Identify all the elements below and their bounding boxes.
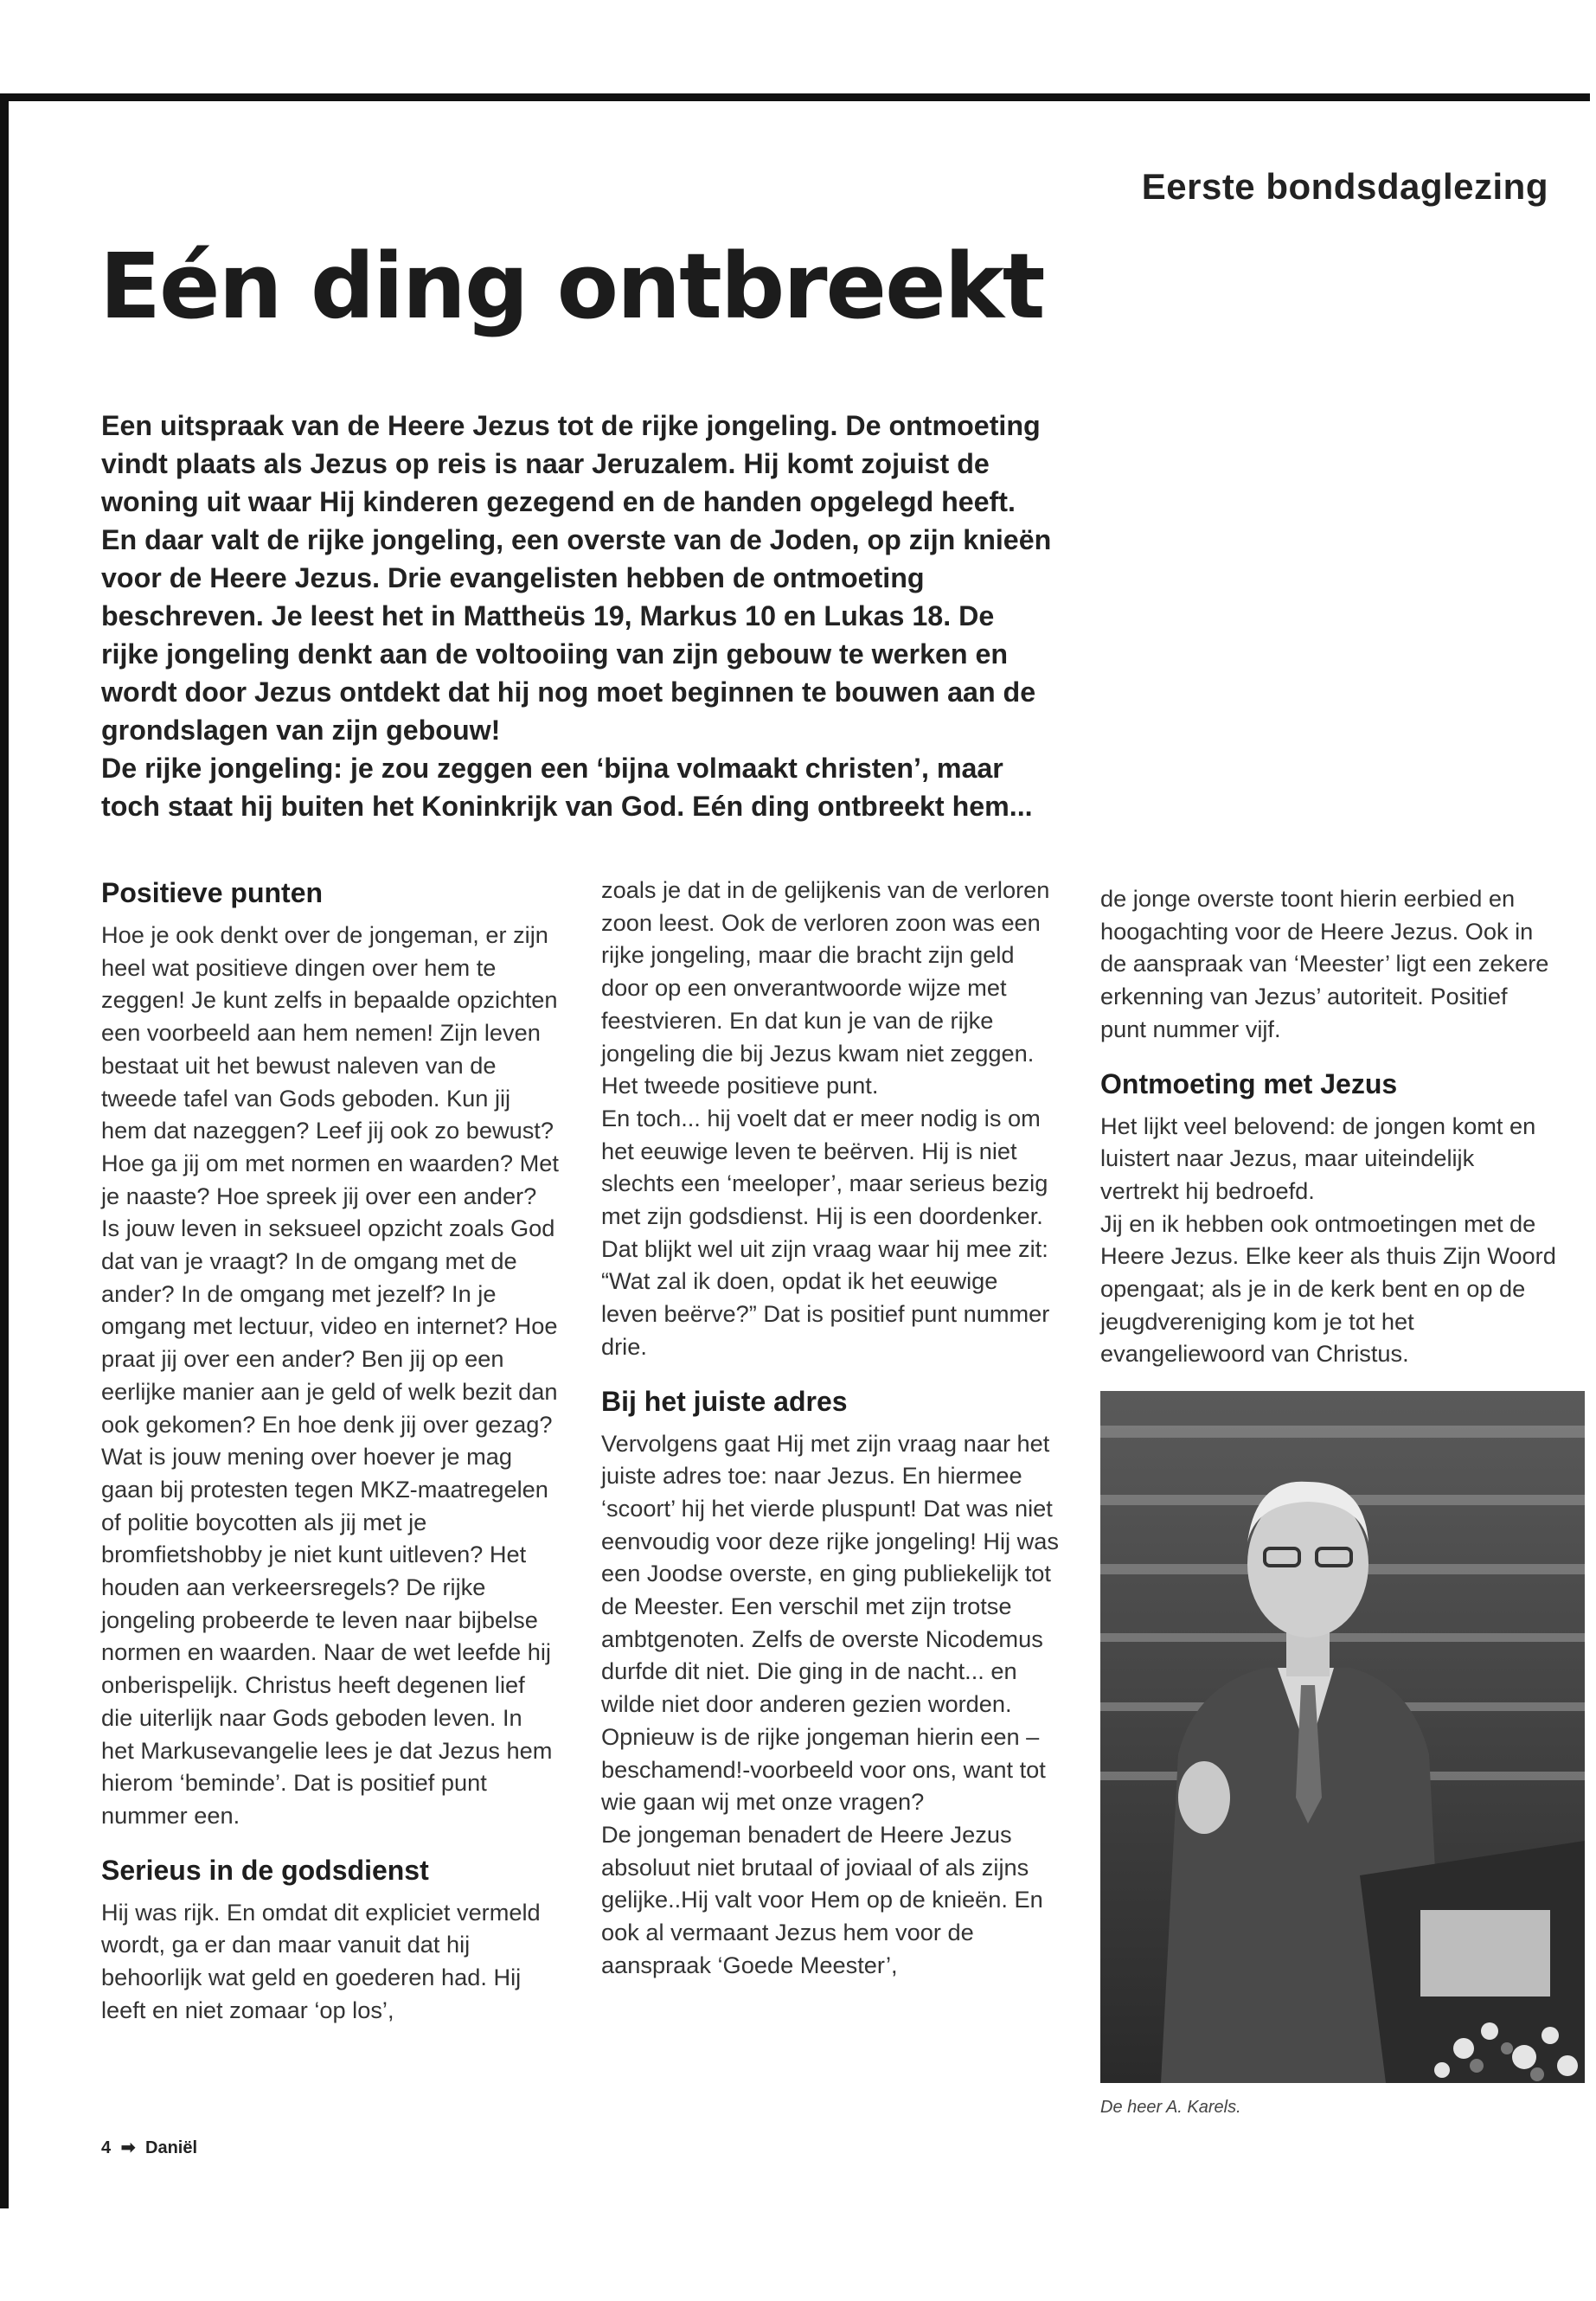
paragraph: Het lijkt veel belovend: de jongen komt en luistert naar Jezus, maar uiteindelijk vertrekt hij bedroefd. — [1100, 1112, 1536, 1204]
heading-serieus: Serieus in de godsdienst — [101, 1854, 429, 1886]
paragraph: Hoe je ook denkt over de jongeman, er zijn heel wat positieve dingen over hem te zeggen! Je kunt zelfs in bepaalde opzichten een voorbeeld aan hem nemen! Zijn leven bestaat uit het bewust naleven van de tweede tafel van Gods geboden. Kun jij hem dat nazeggen? Leef jij ook zo bewust? Hoe ga jij om met normen en waarden? Met je naaste? Hoe spreek jij over een ander? Is jouw leven in seksueel opzicht zoals God dat van je vraagt? In de omgang met de ander? In de omgang met jezelf? In je omgang met lectuur, video en internet? Hoe praat jij over een ander? Ben jij op een eerlijke manier aan je geld of welk bezit dan ook gekomen? En hoe denk jij over gezag? Wat is jouw mening over hoever je mag gaan bij protesten tegen MKZ-maatregelen of politie boycotten als jij met je bromfietshobby je niet kunt uitleven? Het houden aan verkeersregels? De rijke jongeling probeerde te leven naar bijbelse normen en waarden. Naar de wet leefde hij onberispelijk. Christus heeft degenen lief die uiterlijk naar Gods geboden leven. In het Markusevangelie lees je dat Jezus hem hierom ‘beminde’. Dat is positief punt nummer een. — [101, 921, 559, 1829]
paragraph: zoals je dat in de gelijkenis van de verloren zoon leest. Ook de verloren zoon was een rijke jongeling, maar die bracht zijn geld door op een onverantwoorde wijze met feestvieren. En dat kun je van de rijke jongeling die bij Jezus kwam niet zeggen. Het tweede positieve punt. — [601, 876, 1050, 1099]
paragraph: En toch... hij voelt dat er meer nodig is om het eeuwige leven te beërven. Hij is niet slechts een ‘meeloper’, maar serieus bezig met zijn godsdienst. Hij is een doordenker. Dat blijkt wel uit zijn vraag waar hij mee zit: “Wat zal ik doen, opdat ik het eeuwige leven beërve?” Dat is positief punt nummer drie. — [601, 1104, 1050, 1360]
paragraph: Hij was rijk. En omdat dit expliciet vermeld wordt, ga er dan maar vanuit dat hij behoorlijk wat geld en goederen had. Hij leeft en niet zomaar ‘op los’, — [101, 1898, 541, 2023]
article-title: Eén ding ontbreekt — [99, 234, 1044, 339]
arrow-icon: ➡ — [120, 2138, 136, 2157]
intro-paragraph: Een uitspraak van de Heere Jezus tot de rijke jongeling. De ontmoeting vindt plaats als Jezus op reis is naar Jeruzalem. Hij komt zojuist de woning uit waar Hij kinderen gezegend en de handen opgelegd heeft. En daar valt de rijke jongeling, een overste van de Joden, op zijn knieën voor de Heere Jezus. Drie evangelisten hebben de ontmoeting beschreven. Je leest het in Mattheüs 19, Markus 10 en Lukas 18. De rijke jongeling denkt aan de voltooiing van zijn gebouw te werken en wordt door Jezus ontdekt dat hij nog moet beginnen te bouwen aan de grondslagen van zijn gebouw! — [101, 410, 1052, 746]
paragraph: De jongeman benadert de Heere Jezus absoluut niet brutaal of joviaal of als zijns gelijke..Hij valt voor Hem op de knieën. En ook al vermaant Jezus hem voor de aanspraak ‘Goede Meester’, — [601, 1820, 1043, 1978]
column-2 — [601, 874, 1060, 1982]
page-number: 4 — [101, 2138, 112, 2157]
column-1 — [101, 874, 560, 2027]
intro-paragraph: De rijke jongeling: je zou zeggen een ‘bijna volmaakt christen’, maar toch staat hij buiten het Koninkrijk van God. Eén ding ontbreekt hem... — [101, 753, 1033, 822]
paragraph: Jij en ik hebben ook ontmoetingen met de Heere Jezus. Elke keer als thuis Zijn Woord opengaat; als je in de kerk bent en op de jeugdvereniging kom je tot het evangeliewoord van Christus. — [1100, 1209, 1556, 1368]
section-label: Eerste bondsdaglezing — [1141, 166, 1548, 207]
page-footer — [101, 2137, 197, 2158]
heading-juiste-adres: Bij het juiste adres — [601, 1385, 848, 1417]
speaker-photo-icon — [1100, 1391, 1585, 2083]
paragraph: de jonge overste toont hierin eerbied en hoogachting voor de Heere Jezus. Ook in de aanspraak van ‘Meester’ ligt een zekere erkenning van Jezus’ autoriteit. Positief punt nummer vijf. — [1100, 885, 1549, 1042]
speaker-photo — [1100, 1391, 1585, 2083]
heading-positieve-punten: Positieve punten — [101, 877, 324, 908]
left-rule — [0, 93, 9, 2208]
top-rule — [0, 93, 1590, 101]
column-3 — [1100, 882, 1559, 1370]
photo-caption: De heer A. Karels. — [1100, 2098, 1241, 2117]
magazine-name: Daniël — [145, 2138, 198, 2157]
article-intro — [101, 407, 1057, 825]
paragraph: Vervolgens gaat Hij met zijn vraag naar het juiste adres toe: naar Jezus. En hiermee ‘scoort’ hij het vierde pluspunt! Dat was niet eenvoudig voor deze rijke jongeling! Hij was een Joodse overste, en ging publiekelijk tot de Meester. Een verschil met zijn trotse ambtgenoten. Zelfs de overste Nicodemus durfde dit niet. Die ging in de nacht... en wilde niet door anderen gezien worden. Opnieuw is de rijke jongeman hierin een –beschamend!-voorbeeld voor ons, want tot wie gaan wij met onze vragen? — [601, 1429, 1059, 1816]
heading-ontmoeting: Ontmoeting met Jezus — [1100, 1067, 1398, 1099]
